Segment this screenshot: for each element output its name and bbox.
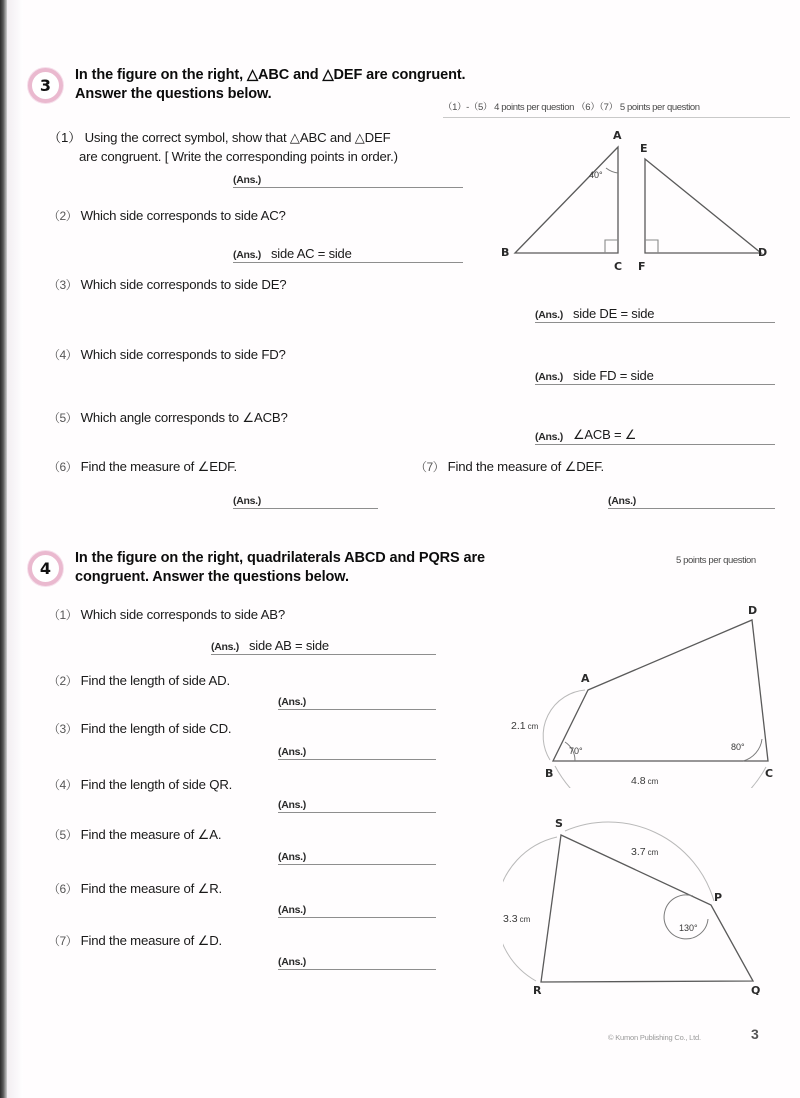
question-4-2-number: （2） (48, 674, 78, 688)
vertex-label-quad-p: P (714, 891, 723, 904)
answer-label-3-5: (Ans.) (535, 431, 563, 443)
answer-lead-4-5 (306, 863, 316, 864)
question-3-6-number: （6） (48, 460, 78, 474)
angle-label-a-40: 40° (589, 170, 603, 180)
quad-abcd-outline (553, 620, 768, 761)
answer-field-4-1[interactable] (211, 635, 436, 655)
measure-label-bc (631, 775, 659, 787)
answer-lead-3-3: side DE = side (572, 306, 655, 321)
question-4-6-number: （6） (48, 882, 78, 896)
measure-label-sp (631, 846, 659, 858)
angle-label-b: 70° (569, 746, 583, 756)
answer-lead-4-4 (306, 811, 316, 812)
measure-value-sr: 3.3 (503, 913, 518, 925)
vertex-label-a: A (613, 129, 622, 142)
question-4-6 (48, 879, 222, 899)
question-4-7 (48, 931, 222, 951)
answer-lead-4-3 (306, 758, 316, 759)
answer-label-3-1: (Ans.) (233, 174, 261, 186)
measure-arc-bc (555, 766, 766, 788)
page-edge-gutter (7, 0, 23, 1098)
problem-4-number: 4 (39, 559, 52, 578)
question-4-4 (48, 775, 232, 795)
question-4-3-text: Find the length of side CD. (80, 721, 232, 736)
answer-field-4-6[interactable] (278, 898, 436, 918)
quad-pqrs-outline (541, 835, 753, 982)
angle-label-p: 130° (679, 923, 698, 933)
question-4-3-number: （3） (48, 722, 78, 736)
page-edge-shadow (0, 0, 7, 1098)
measure-value-sp: 3.7 (631, 846, 646, 858)
vertex-label-quad-a: A (581, 672, 590, 685)
vertex-label-quad-b: B (545, 767, 554, 780)
figure-quadrilateral-abcd (503, 598, 800, 788)
answer-lead-4-1: side AB = side (248, 638, 329, 653)
angle-label-c: 80° (731, 742, 745, 752)
measure-unit-sp: cm (647, 848, 659, 857)
problem-4-number-badge (28, 551, 63, 586)
measure-unit-sr: cm (519, 915, 531, 924)
measure-label-ab (511, 720, 539, 732)
question-4-5-number: （5） (48, 828, 78, 842)
answer-field-4-7[interactable] (278, 950, 436, 970)
question-3-1-number: （1） (48, 130, 82, 145)
measure-value-ab: 2.1 (511, 720, 526, 732)
answer-field-4-4[interactable] (278, 793, 436, 813)
answer-label-3-6: (Ans.) (233, 495, 261, 507)
footer-page-number: 3 (751, 1026, 759, 1042)
answer-lead-4-6 (306, 916, 316, 917)
problem-4-points-note: 5 points per question (676, 555, 756, 566)
answer-label-4-5: (Ans.) (278, 851, 306, 863)
measure-arc-sp (565, 822, 714, 901)
question-4-7-number: （7） (48, 934, 78, 948)
question-4-5 (48, 825, 221, 845)
question-3-3-text: Which side corresponds to side DE? (80, 277, 287, 292)
answer-field-4-2[interactable] (278, 690, 436, 710)
measure-arc-sr (503, 837, 557, 981)
measure-unit-bc: cm (647, 777, 659, 786)
answer-label-3-3: (Ans.) (535, 309, 563, 321)
question-4-4-number: （4） (48, 778, 78, 792)
answer-label-4-3: (Ans.) (278, 746, 306, 758)
question-4-6-text: Find the measure of ∠R. (80, 881, 223, 896)
question-3-7-text: Find the measure of ∠DEF. (447, 459, 605, 474)
question-3-5-number: （5） (48, 411, 78, 425)
problem-3-title-line1: In the figure on the right, △ABC and △DEF are congruent. (75, 67, 466, 83)
vertex-label-quad-c: C (765, 767, 774, 780)
question-4-7-text: Find the measure of ∠D. (80, 933, 223, 948)
question-3-3-number: （3） (48, 278, 78, 292)
question-4-1 (48, 605, 285, 625)
question-4-3 (48, 719, 231, 739)
vertex-label-quad-d: D (748, 604, 758, 617)
angle-arc-c (743, 739, 762, 761)
measure-value-bc: 4.8 (631, 775, 646, 787)
answer-label-3-2: (Ans.) (233, 249, 261, 261)
question-4-1-text: Which side corresponds to side AB? (80, 607, 285, 622)
vertex-label-e: E (640, 142, 648, 155)
answer-label-4-1: (Ans.) (211, 641, 239, 653)
answer-label-3-7: (Ans.) (608, 495, 636, 507)
question-4-4-text: Find the length of side QR. (80, 777, 233, 792)
measure-label-sr (503, 913, 531, 925)
problem-4-title-line2: congruent. Answer the questions below. (75, 569, 349, 585)
question-3-1-text-line1: Using the correct symbol, show that △ABC and △DEF (84, 130, 391, 145)
answer-label-4-2: (Ans.) (278, 696, 306, 708)
answer-lead-3-4: side FD = side (572, 368, 654, 383)
question-3-7-number: （7） (415, 460, 445, 474)
question-3-6-text: Find the measure of ∠EDF. (80, 459, 238, 474)
answer-label-3-4: (Ans.) (535, 371, 563, 383)
answer-field-4-5[interactable] (278, 845, 436, 865)
question-4-1-number: （1） (48, 608, 78, 622)
worksheet-sheet (23, 0, 800, 1098)
answer-label-4-4: (Ans.) (278, 799, 306, 811)
problem-4 (23, 0, 800, 1098)
question-3-2-number: （2） (48, 209, 78, 223)
answer-lead-3-5: ∠ACB = ∠ (572, 427, 637, 442)
problem-4-title-line1: In the figure on the right, quadrilaterals ABCD and PQRS are (75, 550, 485, 566)
question-3-1-text-line2: are congruent. [ Write the corresponding points in order.) (79, 149, 398, 164)
vertex-label-d: D (758, 246, 768, 259)
question-4-2 (48, 671, 230, 691)
problem-4-title (75, 549, 485, 587)
question-3-4-text: Which side corresponds to side FD? (80, 347, 286, 362)
vertex-label-f: F (638, 260, 646, 273)
answer-label-4-7: (Ans.) (278, 956, 306, 968)
vertex-label-quad-q: Q (751, 984, 761, 995)
problem-3-points-note: （1）-（5） 4 points per question （6）（7） 5 points per question (443, 102, 700, 113)
problem-3-title-line2: Answer the questions below. (75, 86, 272, 102)
question-3-4-number: （4） (48, 348, 78, 362)
question-3-2-text: Which side corresponds to side AC? (80, 208, 286, 223)
answer-lead-4-7 (306, 968, 316, 969)
answer-field-4-3[interactable] (278, 740, 436, 760)
answer-label-4-6: (Ans.) (278, 904, 306, 916)
footer-copyright: © Kumon Publishing Co., Ltd. (608, 1033, 701, 1042)
answer-lead-3-2: side AC = side (270, 246, 352, 261)
problem-3-number: 3 (39, 76, 52, 95)
figure-quadrilateral-pqrs (503, 795, 800, 995)
vertex-label-quad-s: S (555, 817, 563, 830)
vertex-label-quad-r: R (533, 984, 542, 995)
vertex-label-b: B (501, 246, 510, 259)
question-3-5-text: Which angle corresponds to ∠ACB? (80, 410, 288, 425)
question-4-2-text: Find the length of side AD. (80, 673, 230, 688)
vertex-label-c: C (614, 260, 623, 273)
measure-unit-ab: cm (527, 722, 539, 731)
question-4-5-text: Find the measure of ∠A. (80, 827, 222, 842)
answer-lead-4-2 (306, 708, 316, 709)
